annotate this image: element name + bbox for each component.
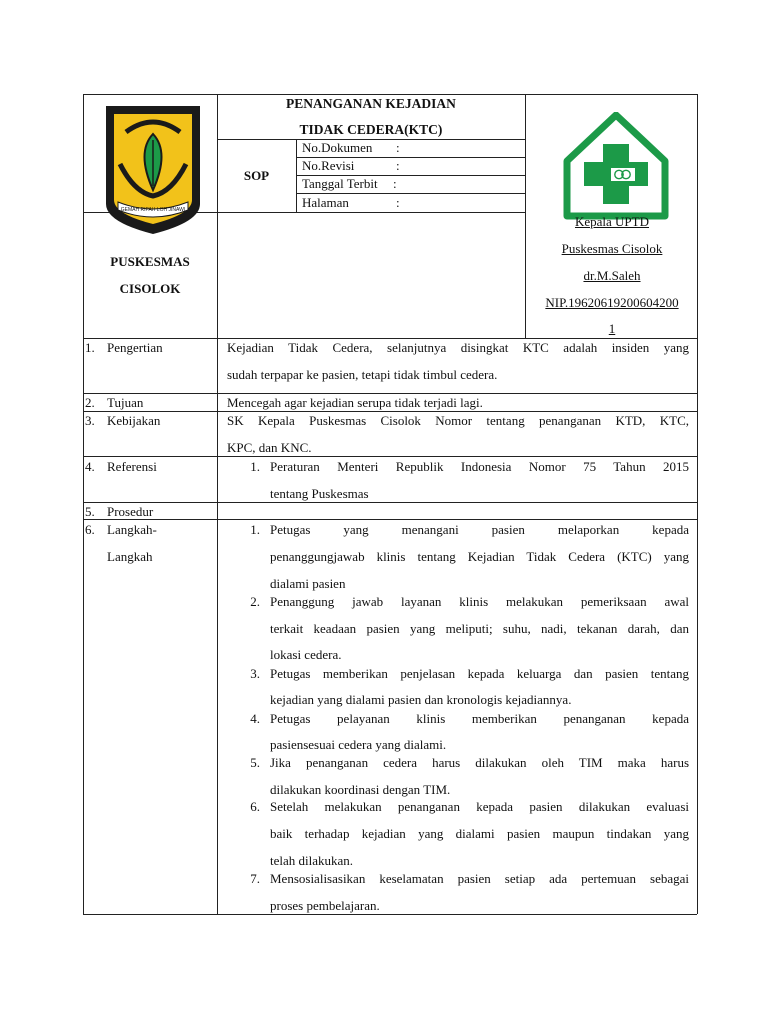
- step-text-line: Mensosialisasikan keselamatan pasien setiap ada pertemuan sebagai: [270, 871, 689, 886]
- row-number: 2.: [85, 395, 95, 410]
- pengertian-text-line2: sudah terpapar ke pasien, tetapi tidak timbul cedera.: [227, 367, 498, 382]
- puskesmas-name-line2: CISOLOK: [119, 281, 181, 296]
- step-text-line: kejadian yang dialami pasien dan kronologis kejadiannya.: [270, 692, 572, 707]
- step-text-line: Jika penanganan cedera harus dilakukan oleh TIM maka harus: [270, 755, 689, 770]
- field-colon: :: [393, 176, 397, 191]
- kebijakan-text-line2: KPC, dan KNC.: [227, 440, 312, 455]
- signatory-title: Kepala UPTD: [574, 214, 649, 229]
- sop-label: SOP: [243, 168, 270, 183]
- step-text-line: dialami pasien: [270, 576, 346, 591]
- step-text-line: Setelah melakukan penanganan kepada pasien dilakukan evaluasi: [270, 799, 689, 814]
- puskesmas-name-line1: PUSKESMAS: [110, 254, 190, 269]
- referensi-text-line2: tentang Puskesmas: [270, 486, 369, 501]
- step-text-line: baik terhadap kejadian yang dialami pasien maupun tindakan yang: [270, 826, 689, 841]
- signatory-nip-end: 1: [608, 321, 616, 336]
- row-label: Prosedur: [107, 504, 154, 519]
- row-number: 3.: [85, 413, 95, 428]
- row-label-line1: Langkah-: [107, 522, 157, 537]
- field-colon: :: [396, 140, 400, 155]
- row-label-line2: Langkah: [107, 549, 153, 564]
- list-item-number: 1.: [250, 459, 260, 474]
- signatory-nip: NIP.19620619200604200: [545, 295, 679, 310]
- step-text-line: Petugas memberikan penjelasan kepada keluarga dan pasien tentang: [270, 666, 689, 681]
- field-colon: :: [396, 195, 400, 210]
- step-text-line: telah dilakukan.: [270, 853, 354, 868]
- step-number: 6.: [250, 799, 260, 814]
- step-text-line: terkait keadaan pasien yang meliputi; suhu, nadi, tekanan darah, dan: [270, 621, 689, 636]
- row-number: 5.: [85, 504, 95, 519]
- step-text-line: pasiensesuai cedera yang dialami.: [270, 737, 447, 752]
- step-text-line: lokasi cedera.: [270, 647, 342, 662]
- step-number: 5.: [250, 755, 260, 770]
- row-label: Kebijakan: [107, 413, 161, 428]
- step-text-line: Penanggung jawab layanan klinis melakukan pemeriksaan awal: [270, 594, 689, 609]
- kebijakan-text-line1: SK Kepala Puskesmas Cisolok Nomor tentang penanganan KTD, KTC,: [227, 413, 689, 428]
- step-number: 3.: [250, 666, 260, 681]
- referensi-text-line1: Peraturan Menteri Republik Indonesia Nomor 75 Tahun 2015: [270, 459, 689, 474]
- field-tanggal-terbit: Tanggal Terbit: [302, 176, 378, 191]
- signatory-office: Puskesmas Cisolok: [561, 241, 663, 256]
- puskesmas-logo: [561, 112, 671, 222]
- tujuan-text: Mencegah agar kejadian serupa tidak terjadi lagi.: [227, 395, 483, 410]
- step-text-line: Petugas pelayanan klinis memberikan penanganan kepada: [270, 711, 689, 726]
- step-text-line: dilakukan koordinasi dengan TIM.: [270, 782, 451, 797]
- document-title-line1: PENANGANAN KEJADIAN: [286, 96, 456, 111]
- emblem-banner-text: GEMAH RIPAH LOH JINAWI: [120, 207, 186, 213]
- field-colon: :: [396, 158, 400, 173]
- pengertian-text-line1: Kejadian Tidak Cedera, selanjutnya disingkat KTC adalah insiden yang: [227, 340, 689, 355]
- step-number: 1.: [250, 522, 260, 537]
- step-number: 7.: [250, 871, 260, 886]
- regional-emblem: [104, 104, 202, 236]
- row-label: Tujuan: [107, 395, 144, 410]
- step-number: 2.: [250, 594, 260, 609]
- step-number: 4.: [250, 711, 260, 726]
- field-no-dokumen: No.Dokumen: [302, 140, 373, 155]
- row-label: Referensi: [107, 459, 157, 474]
- row-number: 1.: [85, 340, 95, 355]
- step-text-line: penanggungjawab klinis tentang Kejadian Tidak Cedera (KTC) yang: [270, 549, 689, 564]
- row-label: Pengertian: [107, 340, 163, 355]
- signatory-name: dr.M.Saleh: [583, 268, 641, 283]
- step-text-line: proses pembelajaran.: [270, 898, 380, 913]
- row-number: 4.: [85, 459, 95, 474]
- row-number: 6.: [85, 522, 95, 537]
- field-halaman: Halaman: [302, 195, 349, 210]
- step-text-line: Petugas yang menangani pasien melaporkan kepada: [270, 522, 689, 537]
- document-title-line2: TIDAK CEDERA(KTC): [299, 122, 443, 137]
- field-no-revisi: No.Revisi: [302, 158, 355, 173]
